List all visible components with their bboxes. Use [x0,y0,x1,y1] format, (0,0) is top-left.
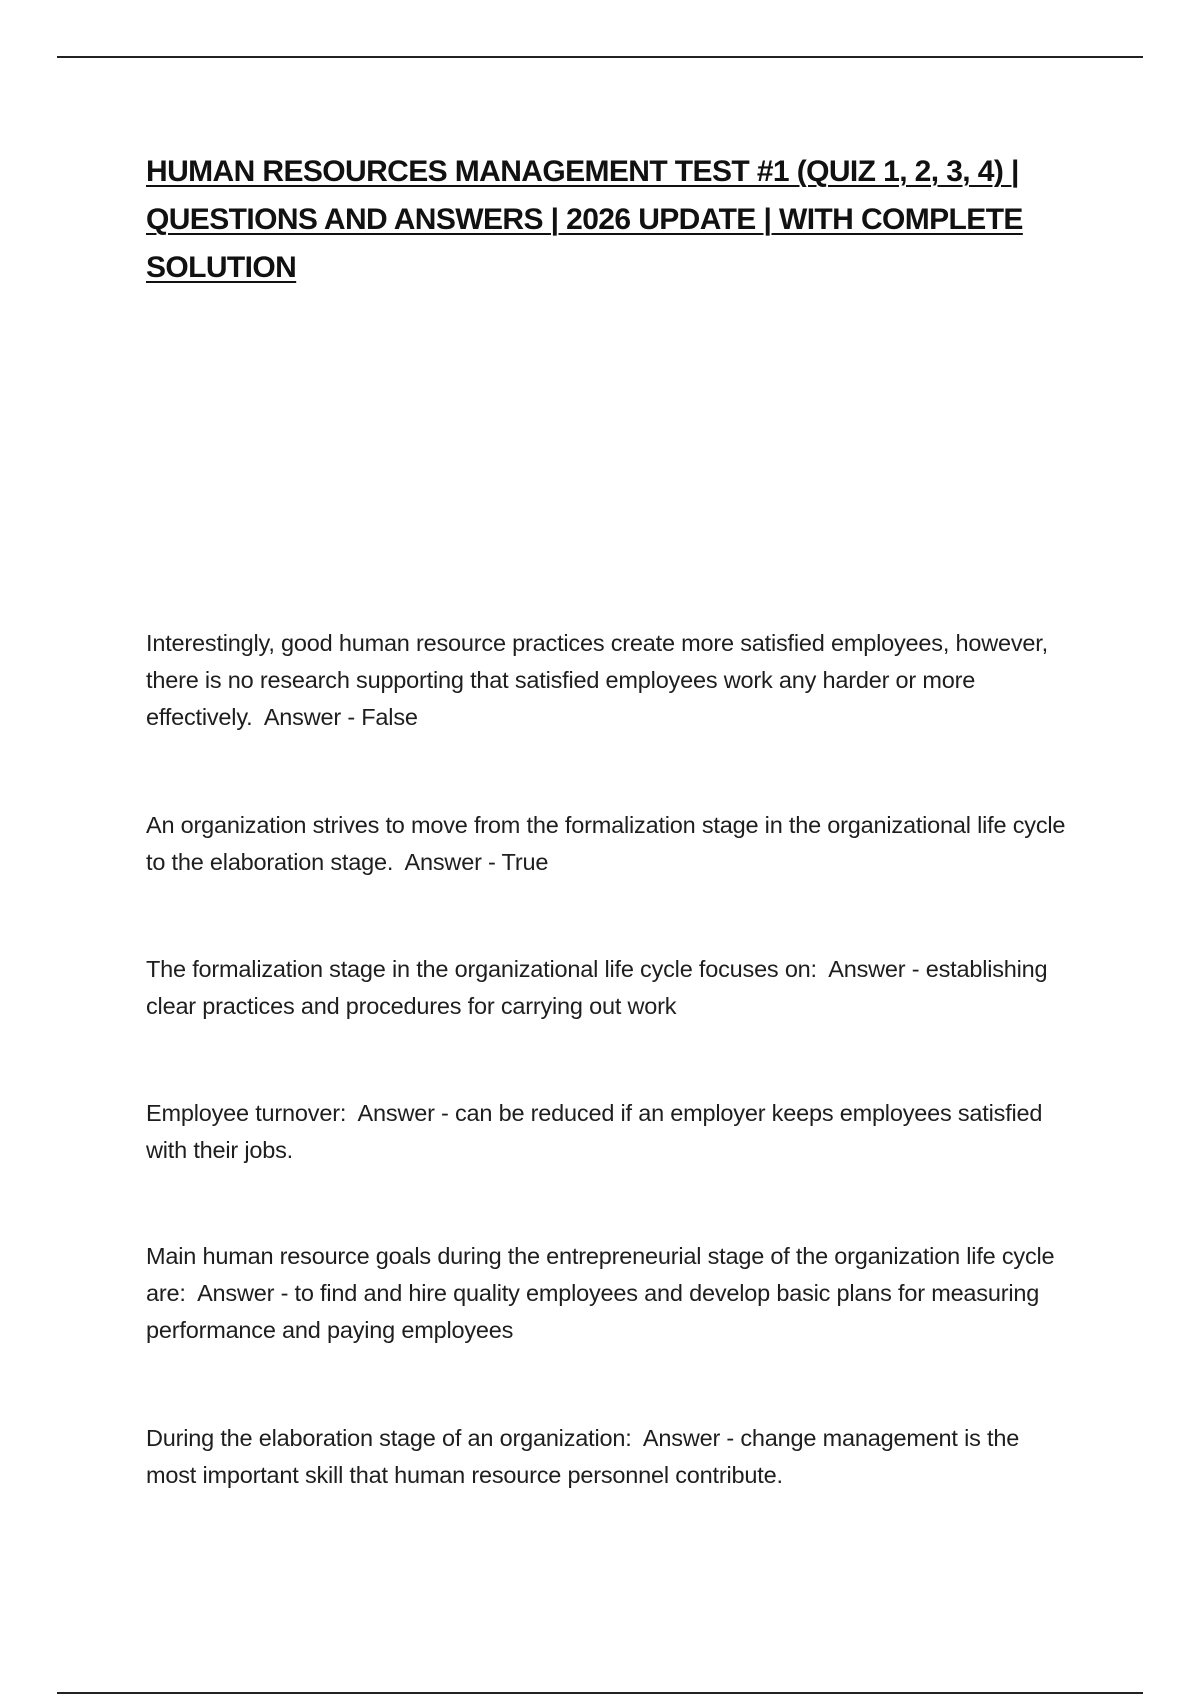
answer-text: Answer - can be reduced if an employer keeps employees satisfied with their jobs. [146,1100,1043,1163]
question-text: The formalization stage in the organizational life cycle focuses on: [146,956,817,982]
question-text: An organization strives to move from the formalization stage in the organizational life cycle to the elaboration stage. [146,812,1066,875]
qa-item [146,951,1066,1025]
answer-text: Answer - True [404,849,549,875]
question-text: Employee turnover: [146,1100,347,1126]
qa-item [146,1095,1066,1169]
answer-text: Answer - to find and hire quality employees and develop basic plans for measuring performance and paying employees [146,1280,1040,1343]
answer-text: Answer - change management is the most important skill that human resource personnel contribute. [146,1425,1020,1488]
question-text: Main human resource goals during the entrepreneurial stage of the organization life cycle are: [146,1243,1055,1306]
qa-item [146,625,1066,736]
top-divider [57,56,1143,58]
answer-text: Answer - False [263,704,418,730]
question-text: Interestingly, good human resource practices create more satisfied employees, however, there is no research supporting that satisfied employees work any harder or more effectively. [146,630,1048,730]
answer-text: Answer - establishing clear practices and procedures for carrying out work [146,956,1048,1019]
question-text: During the elaboration stage of an organization: [146,1425,632,1451]
bottom-divider [57,1692,1143,1694]
qa-item [146,1238,1066,1349]
qa-item [146,807,1066,881]
document-title: HUMAN RESOURCES MANAGEMENT TEST #1 (QUIZ 1, 2, 3, 4) | QUESTIONS AND ANSWERS | 2026 UPDATE | WITH COMPLETE SOLUTION [146,155,1023,284]
qa-item [146,1420,1066,1494]
